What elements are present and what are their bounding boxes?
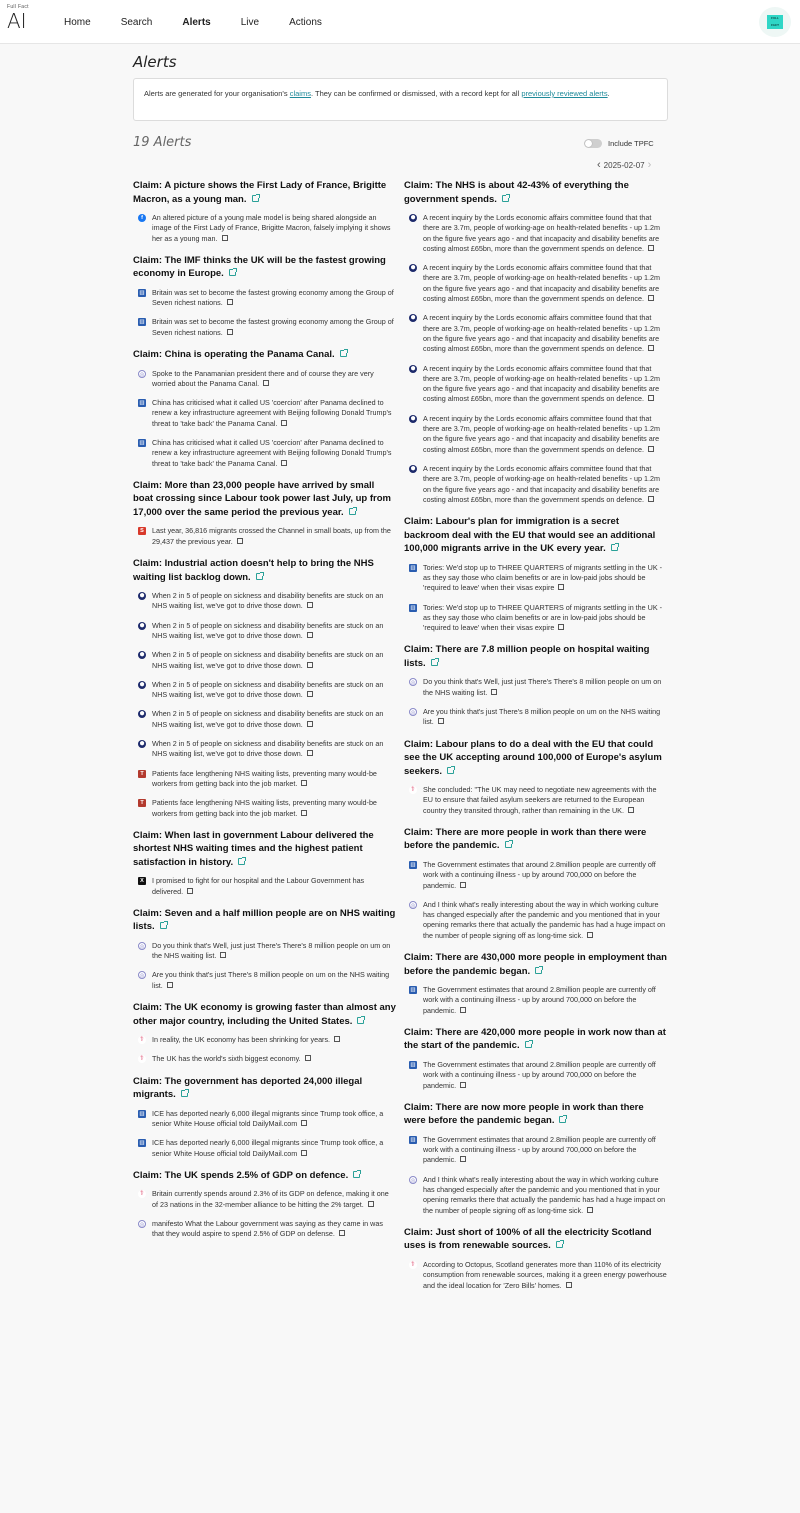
claim-text: Claim: Industrial action doesn't help to bring the NHS waiting list backlog down. — [133, 558, 374, 583]
alert-item — [138, 317, 396, 338]
open-source-link-icon[interactable] — [587, 932, 593, 938]
claim-title — [133, 829, 396, 870]
alert-card — [133, 179, 396, 244]
claim-external-link-icon[interactable] — [525, 1041, 532, 1048]
alert-item — [409, 1135, 667, 1166]
alert-item — [138, 591, 396, 612]
previous-date-chevron-icon[interactable]: ‹ — [597, 159, 601, 171]
alert-item-text: Patients face lengthening NHS waiting lists, preventing many would-be workers from getting back into the job market. — [152, 798, 377, 818]
alert-card — [404, 1026, 667, 1091]
alert-item — [409, 860, 667, 891]
alert-card — [133, 1075, 396, 1159]
broadcast-source-icon: ◎ — [139, 943, 145, 950]
open-source-link-icon[interactable] — [307, 750, 313, 756]
open-source-link-icon[interactable] — [460, 1007, 466, 1013]
claims-link[interactable]: claims — [289, 89, 311, 98]
claim-title — [133, 557, 396, 584]
open-source-link-icon[interactable] — [307, 691, 313, 697]
claim-external-link-icon[interactable] — [535, 967, 542, 974]
alert-item — [409, 213, 667, 254]
alert-card — [404, 738, 667, 816]
open-source-link-icon[interactable] — [167, 982, 173, 988]
main-nav — [64, 0, 352, 44]
nav-home[interactable]: Home — [64, 16, 91, 28]
alert-card — [404, 826, 667, 941]
bloomberg-source-icon: ▥ — [410, 987, 416, 994]
bloomberg-source-icon: ▥ — [139, 1140, 145, 1147]
alerts-column-left — [133, 179, 396, 1250]
open-source-link-icon[interactable] — [587, 1207, 593, 1213]
alert-card — [133, 1001, 396, 1065]
alert-item — [138, 1189, 396, 1210]
alert-item — [138, 650, 396, 671]
alerts-count: 19 Alerts — [133, 135, 192, 150]
x-source-icon: X — [138, 877, 146, 885]
alert-item — [409, 464, 667, 505]
alert-card — [133, 557, 396, 819]
alert-item — [138, 1138, 396, 1159]
alert-item — [138, 798, 396, 819]
page-title: Alerts — [133, 53, 177, 71]
alert-item — [138, 970, 396, 991]
parliament-source-icon: ⬢ — [139, 622, 145, 629]
claim-text: Claim: There are now more people in work than there were before the pandemic began. — [404, 1101, 644, 1127]
alert-item-text: Do you think that's Well, just just There's There's 8 million people on um on the NHS waiting list. — [423, 677, 662, 697]
alert-item-text: China has criticised what it called US 'coercion' after Panama declined to renew a key infrastructure agreement with Beijing following Donald Trump's threat to 'take back' the Panama Canal. — [152, 398, 392, 428]
bloomberg-source-icon: ▥ — [410, 861, 416, 868]
claim-title — [404, 738, 667, 779]
alert-item-text: An altered picture of a young male model is being shared alongside an image of the First Lady of France, Brigitte Macron, falsely implying it shows her as a young man. — [152, 213, 391, 243]
claim-title — [133, 1075, 396, 1102]
info-notice — [133, 78, 668, 121]
claim-title — [133, 348, 396, 362]
alert-card — [404, 643, 667, 727]
claim-text: Claim: More than 23,000 people have arrived by small boat crossing since Labour took power last July, up from 17,000 over the same period the previous year. — [133, 479, 391, 518]
claim-title — [133, 179, 396, 206]
alert-item — [138, 1035, 396, 1045]
claim-text: Claim: Labour plans to do a deal with the EU that could see the UK accepting around 100,000 of Europe's asylum seekers. — [404, 738, 662, 777]
bloomberg-source-icon: ▥ — [410, 604, 416, 611]
alert-item — [138, 526, 396, 547]
open-source-link-icon[interactable] — [301, 1120, 307, 1126]
open-source-link-icon[interactable] — [648, 496, 654, 502]
open-source-link-icon[interactable] — [301, 780, 307, 786]
parliament-source-icon: ⬢ — [410, 365, 416, 372]
open-source-link-icon[interactable] — [281, 420, 287, 426]
claim-title — [133, 907, 396, 934]
alert-card — [404, 951, 667, 1016]
parliament-source-icon: ⬢ — [410, 265, 416, 272]
alert-item-text: Spoke to the Panamanian president there and of course they are very worried about the Panama Canal. — [152, 368, 374, 388]
alert-item — [409, 603, 667, 634]
open-source-link-icon[interactable] — [491, 689, 497, 695]
broadcast-source-icon: ◎ — [410, 710, 416, 716]
open-source-link-icon[interactable] — [339, 1230, 345, 1236]
nav-search[interactable]: Search — [120, 16, 153, 28]
alert-item-text: And I think what's really interesting about the way in which working culture has changed especially after the pandemic and you mentioned that in your opening remarks there that actually the pandemic has had a huge impact on the number of people signing off as long-time sick. — [423, 899, 666, 940]
open-source-link-icon[interactable] — [263, 380, 269, 386]
date-navigator — [594, 159, 654, 171]
open-source-link-icon[interactable] — [566, 1282, 572, 1288]
alert-item — [409, 414, 667, 455]
alert-item-text: Are you think that's just There's 8 million people on um on the NHS waiting list. — [423, 707, 661, 727]
alert-item-text: She concluded: "The UK may need to negotiate new agreements with the EU to ensure that failed asylum seekers are returned to the European country they transited through, rather than remaining in the UK. — [423, 785, 657, 815]
brand-small-text: Full Fact — [7, 4, 29, 10]
claim-text: Claim: When last in government Labour delivered the shortest NHS waiting times and the highest patient satisfaction in history. — [133, 829, 374, 868]
claim-external-link-icon[interactable] — [447, 767, 454, 774]
person-source-icon: ⚕ — [409, 786, 417, 794]
notice-text-start: Alerts are generated for your organisation's — [144, 89, 290, 98]
alert-item — [138, 941, 396, 962]
alert-item-text: When 2 in 5 of people on sickness and disability benefits are stuck on an NHS waiting list, we've got to drive those down. — [152, 650, 384, 670]
alert-card — [133, 254, 396, 338]
alert-card — [133, 479, 396, 547]
person-source-icon: ⚕ — [409, 1261, 417, 1269]
claim-title — [404, 179, 667, 206]
alert-item — [138, 1219, 396, 1240]
brand-logo[interactable] — [7, 4, 47, 38]
alert-item — [409, 985, 667, 1016]
alert-item — [138, 876, 396, 897]
claim-external-link-icon[interactable] — [160, 922, 167, 929]
alert-item — [138, 398, 396, 429]
nav-alerts[interactable]: Alerts — [182, 16, 211, 28]
alert-item-text: China has criticised what it called US 'coercion' after Panama declined to renew a key infrastructure agreement with Beijing following Donald Trump's threat to 'take back' the Panama Canal. — [152, 438, 392, 468]
alert-item — [409, 1060, 667, 1091]
claim-text: Claim: China is operating the Panama Canal. — [133, 349, 335, 361]
top-navigation-bar — [0, 0, 800, 44]
claim-external-link-icon[interactable] — [181, 1090, 188, 1097]
open-source-link-icon[interactable] — [307, 721, 313, 727]
open-source-link-icon[interactable] — [648, 345, 654, 351]
person-source-icon: ⚕ — [138, 1036, 146, 1044]
bloomberg-source-icon: ▥ — [139, 400, 145, 407]
bloomberg-source-icon: ▥ — [410, 1061, 416, 1068]
alert-card — [404, 515, 667, 633]
open-source-link-icon[interactable] — [334, 1036, 340, 1042]
alert-item-text: Tories: We'd stop up to THREE QUARTERS of migrants settling in the UK - as they say those who claim benefits or are in low-paid jobs should be 'required to leave' when their visas expire — [423, 602, 663, 633]
alert-item — [409, 263, 667, 304]
alert-card — [133, 907, 396, 991]
claim-external-link-icon[interactable] — [353, 1171, 360, 1178]
claim-external-link-icon[interactable] — [349, 508, 356, 515]
open-source-link-icon[interactable] — [460, 882, 466, 888]
alert-item — [138, 739, 396, 760]
open-source-link-icon[interactable] — [438, 718, 444, 724]
claim-external-link-icon[interactable] — [256, 573, 263, 580]
parliament-source-icon: ⬢ — [410, 215, 416, 221]
open-source-link-icon[interactable] — [307, 602, 313, 608]
bloomberg-source-icon: ▥ — [139, 440, 145, 447]
open-source-link-icon[interactable] — [558, 584, 564, 590]
alert-item-text: When 2 in 5 of people on sickness and disability benefits are stuck on an NHS waiting list, we've got to drive those down. — [152, 591, 384, 611]
alert-item — [138, 288, 396, 309]
parliament-source-icon: ⬢ — [410, 415, 416, 422]
current-date: 2025-02-07 — [603, 160, 645, 170]
alert-item-text: The Government estimates that around 2.8million people are currently off work with a continuing illness - up by around 700,000 on before the pandemic. — [423, 859, 656, 890]
alert-item-text: Do you think that's Well, just just There's There's 8 million people on um on the NHS waiting list. — [152, 940, 391, 961]
bloomberg-source-icon: ▥ — [139, 289, 145, 296]
alert-card — [133, 829, 396, 897]
alert-item-text: And I think what's really interesting about the way in which working culture has changed especially after the pandemic and you mentioned that in your opening remarks there that actually the pandemic has had a huge impact on the number of people signing off as long-time sick. — [423, 1174, 666, 1215]
claim-external-link-icon[interactable] — [229, 269, 236, 276]
broadcast-source-icon: ◎ — [139, 1221, 145, 1228]
parliament-source-icon: ⬢ — [410, 465, 416, 472]
claim-external-link-icon[interactable] — [556, 1241, 563, 1248]
alert-item — [409, 563, 667, 594]
alert-item — [138, 1109, 396, 1130]
alert-item-text: A recent inquiry by the Lords economic affairs committee found that that there are 3.7m, people of working-age on health-related benefits - up 1.2m on the figure five years ago - and that incapacity and disability benefits are costing almost £65bn, more than the government spends on defence. — [423, 463, 660, 504]
broadcast-source-icon: ◎ — [410, 1177, 416, 1184]
alert-item-text: When 2 in 5 of people on sickness and disability benefits are stuck on an NHS waiting list, we've got to drive those down. — [152, 709, 384, 729]
broadcast-source-icon: ◎ — [410, 902, 416, 909]
nav-live[interactable]: Live — [240, 16, 260, 28]
claim-text: Claim: There are 7.8 million people on hospital waiting lists. — [404, 644, 650, 669]
alert-item — [138, 709, 396, 730]
broadcast-source-icon: ◎ — [410, 680, 416, 687]
alert-item — [409, 364, 667, 405]
claim-title — [133, 1169, 396, 1183]
parliament-source-icon: ⬢ — [410, 315, 416, 322]
alert-item — [409, 707, 667, 728]
alert-card — [404, 1226, 667, 1291]
alert-item-text: Are you think that's just There's 8 million people on um on the NHS waiting list. — [152, 970, 390, 990]
claim-text: Claim: The UK spends 2.5% of GDP on defence. — [133, 1169, 349, 1181]
alert-item — [138, 680, 396, 701]
alert-item-text: ICE has deported nearly 6,000 illegal migrants since Trump took office, a senior White House official told DailyMail.com — [152, 1138, 384, 1158]
open-source-link-icon[interactable] — [227, 299, 233, 305]
claim-text: Claim: There are 430,000 more people in employment than before the pandemic began. — [404, 952, 667, 977]
brand-ai-text: AI — [7, 9, 27, 33]
alert-item — [409, 1260, 667, 1291]
include-tpfc-toggle[interactable] — [584, 139, 602, 148]
parliament-source-icon: ⬢ — [139, 593, 145, 600]
alert-item — [138, 1054, 396, 1064]
broadcast-source-icon: ◎ — [139, 371, 145, 378]
alert-item — [138, 213, 396, 244]
include-tpfc-label: Include TPFC — [608, 139, 654, 148]
alerts-column-right — [404, 179, 667, 1301]
claim-external-link-icon[interactable] — [238, 858, 245, 865]
claim-title — [404, 515, 667, 556]
claim-text: Claim: The government has deported 24,000 illegal migrants. — [133, 1075, 363, 1101]
open-source-link-icon[interactable] — [648, 395, 654, 401]
claim-external-link-icon[interactable] — [559, 1116, 566, 1123]
notice-text-middle: . They can be confirmed or dismissed, with a record kept for all — [310, 89, 522, 98]
alert-item-text: A recent inquiry by the Lords economic affairs committee found that that there are 3.7m, people of working-age on health-related benefits - up 1.2m on the figure five years ago - and that incapacity and disability benefits are costing almost £65bn, more than the government spends on defence. — [423, 213, 660, 253]
alert-item-text: ICE has deported nearly 6,000 illegal migrants since Trump took office, a senior White House official told DailyMail.com — [152, 1108, 384, 1128]
alert-item-text: A recent inquiry by the Lords economic affairs committee found that that there are 3.7m, people of working-age on health-related benefits - up 1.2m on the figure five years ago - and that incapacity and disability benefits are costing almost £65bn, more than the government spends on defence. — [423, 413, 660, 454]
times-source-icon: T — [138, 799, 146, 807]
alert-item — [138, 769, 396, 790]
open-source-link-icon[interactable] — [648, 245, 654, 251]
alert-card — [133, 1169, 396, 1240]
alert-item — [138, 438, 396, 469]
facebook-source-icon: f — [138, 214, 146, 222]
alert-item-text: Patients face lengthening NHS waiting lists, preventing many would-be workers from getting back into the job market. — [152, 768, 377, 788]
claim-text: Claim: The UK economy is growing faster than almost any other major country, including the United States. — [133, 1002, 396, 1027]
claim-text: Claim: A picture shows the First Lady of France, Brigitte Macron, as a young man. — [133, 180, 387, 205]
organisation-logo[interactable] — [759, 7, 791, 37]
alert-item — [409, 677, 667, 698]
bloomberg-source-icon: ▥ — [139, 1110, 145, 1117]
claim-text: Claim: There are more people in work than there were before the pandemic. — [404, 826, 647, 852]
claim-external-link-icon[interactable] — [611, 544, 618, 551]
claim-external-link-icon[interactable] — [357, 1017, 364, 1024]
claim-text: Claim: There are 420,000 more people in work now than at the start of the pandemic. — [404, 1026, 666, 1052]
open-source-link-icon[interactable] — [220, 952, 226, 958]
claim-title — [404, 1101, 667, 1128]
open-source-link-icon[interactable] — [648, 295, 654, 301]
claim-text: Claim: The NHS is about 42-43% of everything the government spends. — [404, 180, 629, 205]
claim-title — [133, 479, 396, 520]
alert-item-text: Britain currently spends around 2.3% of its GDP on defence, making it one of 23 nations in the 32-member alliance to be hitting the 2% target. — [152, 1189, 389, 1209]
open-source-link-icon[interactable] — [227, 329, 233, 335]
open-source-link-icon[interactable] — [307, 632, 313, 638]
alert-item — [409, 313, 667, 354]
open-source-link-icon[interactable] — [628, 807, 634, 813]
claim-title — [133, 1001, 396, 1028]
parliament-source-icon: ⬢ — [139, 652, 145, 659]
claim-title — [404, 643, 667, 670]
alert-item-text: manifesto What the Labour government was saying as they came in was that they would aspire to spend 2.5% of GDP on defense. — [152, 1218, 383, 1239]
alert-item-text: When 2 in 5 of people on sickness and disability benefits are stuck on an NHS waiting list, we've got to drive those down. — [152, 739, 384, 759]
parliament-source-icon: ⬢ — [139, 741, 145, 748]
alert-item — [138, 369, 396, 390]
claim-title — [404, 826, 667, 853]
claim-external-link-icon[interactable] — [340, 350, 347, 357]
claim-title — [133, 254, 396, 281]
alert-item — [138, 621, 396, 642]
claim-text: Claim: The IMF thinks the UK will be the fastest growing economy in Europe. — [133, 254, 386, 280]
claim-title — [404, 951, 667, 978]
alert-item — [409, 785, 667, 816]
alert-item-text: Britain was set to become the fastest growing economy among the Group of Seven richest nations. — [152, 287, 394, 308]
claim-text: Claim: Labour's plan for immigration is a secret backroom deal with the EU that would see an additional 100,000 migrants arrive in the UK every year. — [404, 516, 656, 555]
open-source-link-icon[interactable] — [648, 446, 654, 452]
alert-item-text: A recent inquiry by the Lords economic affairs committee found that that there are 3.7m, people of working-age on health-related benefits - up 1.2m on the figure five years ago - and that incapacity and disability benefits are costing almost £65bn, more than the government spends on defence. — [423, 263, 660, 304]
include-tpfc-toggle-group — [584, 139, 654, 148]
parliament-source-icon: ⬢ — [139, 681, 145, 688]
person-source-icon: ⚕ — [138, 1055, 146, 1063]
open-source-link-icon[interactable] — [460, 1082, 466, 1088]
open-source-link-icon[interactable] — [301, 1150, 307, 1156]
alert-item-text: According to Octopus, Scotland generates more than 110% of its electricity consumption from renewable sources, making it a green energy powerhouse and the ideal location for 'Zero Bills' homes. — [423, 1259, 667, 1290]
open-source-link-icon[interactable] — [460, 1156, 466, 1162]
claim-title — [404, 1226, 667, 1253]
bloomberg-source-icon: ▥ — [410, 1136, 416, 1143]
person-source-icon: ⚕ — [138, 1190, 146, 1198]
alert-card — [133, 348, 396, 469]
open-source-link-icon[interactable] — [368, 1201, 374, 1207]
claim-text: Claim: Seven and a half million people are on NHS waiting lists. — [133, 907, 396, 933]
open-source-link-icon[interactable] — [307, 662, 313, 668]
bloomberg-source-icon: ▥ — [139, 319, 145, 326]
alert-item-text: When 2 in 5 of people on sickness and disability benefits are stuck on an NHS waiting list, we've got to drive those down. — [152, 679, 384, 700]
nav-actions[interactable]: Actions — [289, 16, 322, 28]
open-source-link-icon[interactable] — [237, 538, 243, 544]
alert-item — [409, 900, 667, 941]
claim-external-link-icon[interactable] — [505, 841, 512, 848]
open-source-link-icon[interactable] — [305, 1055, 311, 1061]
open-source-link-icon[interactable] — [558, 624, 564, 630]
next-date-chevron-icon[interactable]: › — [647, 159, 652, 171]
alert-item-text: A recent inquiry by the Lords economic affairs committee found that that there are 3.7m, people of working-age on health-related benefits - up 1.2m on the figure five years ago - and that incapacity and disability benefits are costing almost £65bn, more than the government spends on defence. — [423, 313, 660, 354]
alert-item-text: Tories: We'd stop up to THREE QUARTERS of migrants settling in the UK - as they say those who claim benefits or are in low-paid jobs should be 'required to leave' when their visas expire — [423, 562, 663, 593]
full-fact-logo-icon: FULL FACT — [767, 15, 783, 29]
alert-item-text: The Government estimates that around 2.8million people are currently off work with a continuing illness - up by around 700,000 on before the pandemic. — [423, 1134, 656, 1165]
bloomberg-source-icon: ▥ — [410, 564, 416, 571]
open-source-link-icon[interactable] — [301, 810, 307, 816]
alert-card — [404, 1101, 667, 1216]
alert-item-text: When 2 in 5 of people on sickness and disability benefits are stuck on an NHS waiting list, we've got to drive those down. — [152, 620, 384, 640]
alert-item-text: A recent inquiry by the Lords economic affairs committee found that that there are 3.7m, people of working-age on health-related benefits - up 1.2m on the figure five years ago - and that incapacity and disability benefits are costing almost £65bn, more than the government spends on defence. — [423, 363, 660, 404]
alert-item-text: The Government estimates that around 2.8million people are currently off work with a continuing illness - up by around 700,000 on before the pandemic. — [423, 1059, 656, 1090]
previously-reviewed-alerts-link[interactable]: previously reviewed alerts — [521, 89, 608, 98]
alert-item-text: In reality, the UK economy has been shrinking for years. — [152, 1035, 340, 1045]
claim-title — [404, 1026, 667, 1053]
alert-item-text: I promised to fight for our hospital and the Labour Government has delivered. — [152, 876, 365, 896]
alert-card — [404, 179, 667, 505]
open-source-link-icon[interactable] — [187, 888, 193, 894]
sun-source-icon: S — [138, 527, 146, 535]
claim-text: Claim: Just short of 100% of all the electricity Scotland uses is from renewable sources. — [404, 1226, 652, 1252]
claim-external-link-icon[interactable] — [502, 195, 509, 202]
broadcast-source-icon: ◎ — [139, 973, 145, 980]
times-source-icon: T — [138, 770, 146, 778]
open-source-link-icon[interactable] — [222, 235, 228, 241]
claim-external-link-icon[interactable] — [431, 659, 438, 666]
alert-item-text: The UK has the world's sixth biggest economy. — [152, 1054, 311, 1064]
alert-item — [409, 1175, 667, 1216]
parliament-source-icon: ⬢ — [139, 711, 145, 718]
alert-item-text: Britain was set to become the fastest growing economy among the Group of Seven richest nations. — [152, 317, 394, 337]
notice-text-end: . — [607, 89, 610, 98]
claim-external-link-icon[interactable] — [252, 195, 259, 202]
alert-item-text: Last year, 36,816 migrants crossed the Channel in small boats, up from the 29,437 the previous year. — [152, 526, 391, 546]
open-source-link-icon[interactable] — [281, 460, 287, 466]
alert-item-text: The Government estimates that around 2.8million people are currently off work with a continuing illness - up by around 700,000 on before the pandemic. — [423, 985, 656, 1015]
